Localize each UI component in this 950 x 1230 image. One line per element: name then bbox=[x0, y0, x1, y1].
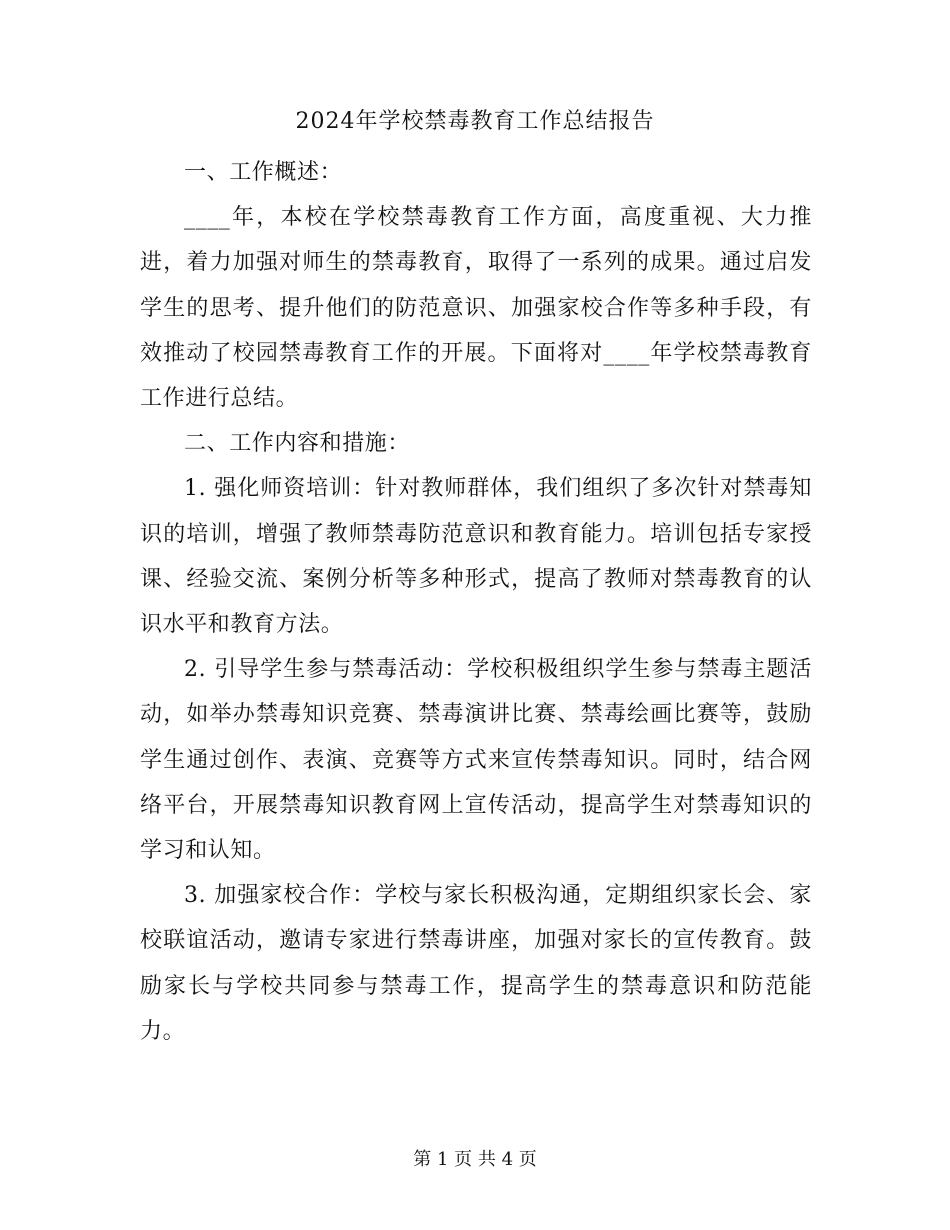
measure-item-2: 2. 引导学生参与禁毒活动：学校积极组织学生参与禁毒主题活动，如举办禁毒知识竞赛、禁毒演讲比赛、禁毒绘画比赛等，鼓励学生通过创作、表演、竞赛等方式来宣传禁毒知识。同时，结合网络平台，开展禁毒知识教育网上宣传活动，提高学生对禁毒知识的学习和认知。 bbox=[140, 657, 812, 864]
section-heading-measures: 二、工作内容和措施： bbox=[184, 431, 411, 457]
overview-paragraph: ____年，本校在学校禁毒教育工作方面，高度重视、大力推进，着力加强对师生的禁毒教育，取得了一系列的成果。通过启发学生的思考、提升他们的防范意识、加强家校合作等多种手段，有效推动了校园禁毒教育工作的开展。下面将对____年学校禁毒教育工作进行总结。 bbox=[140, 205, 812, 412]
measure-item-1: 1. 强化师资培训：针对教师群体，我们组织了多次针对禁毒知识的培训，增强了教师禁毒防范意识和教育能力。培训包括专家授课、经验交流、案例分析等多种形式，提高了教师对禁毒教育的认识水平和教育方法。 bbox=[140, 476, 812, 638]
page-title: 2024年学校禁毒教育工作总结报告 bbox=[295, 109, 655, 134]
section-heading-overview: 一、工作概述： bbox=[184, 160, 343, 185]
page-footer: 第 1 页 共 4 页 bbox=[413, 1149, 537, 1170]
measure-item-3: 3. 加强家校合作：学校与家长积极沟通，定期组织家长会、家校联谊活动，邀请专家进行禁毒讲座，加强对家长的宣传教育。鼓励家长与学校共同参与禁毒工作，提高学生的禁毒意识和防范能力。 bbox=[140, 883, 812, 1044]
document-body bbox=[140, 150, 812, 1054]
